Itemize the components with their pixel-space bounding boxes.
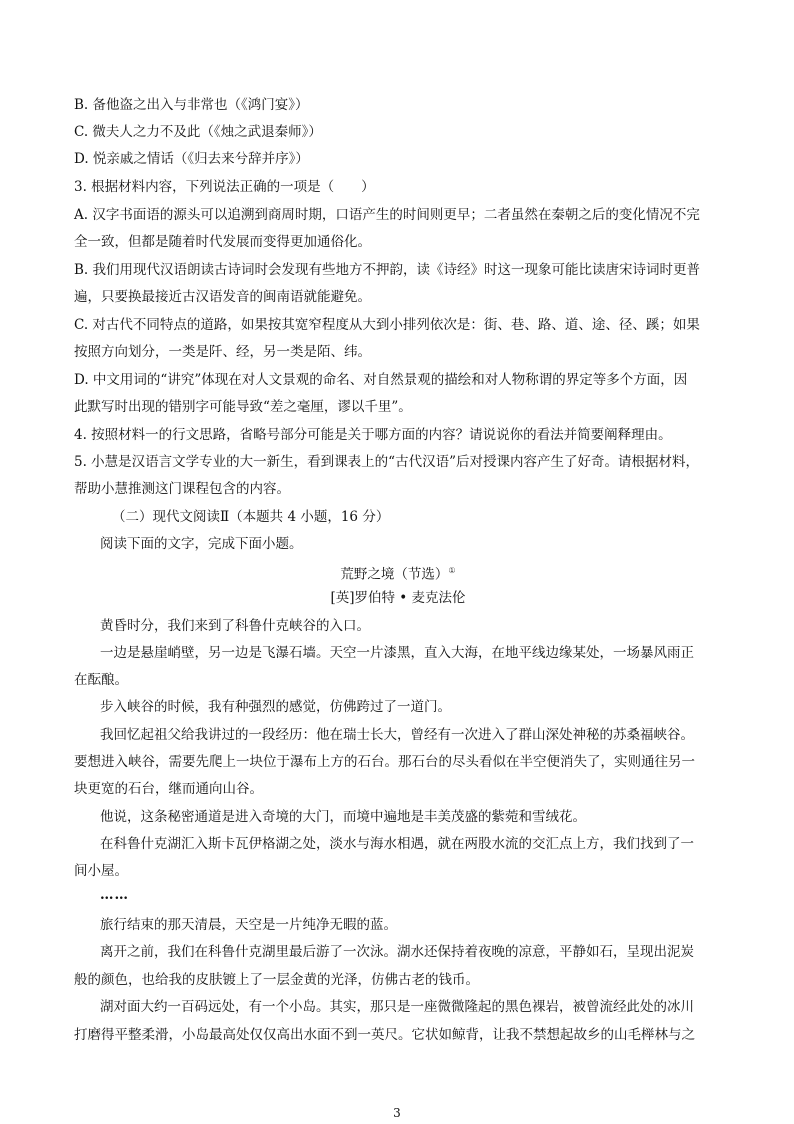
q3-option-d-line1: D. 中文用词的“讲究”体现在对人文景观的命名、对自然景观的描绘和对人物称谓的界定等多个方面，因 — [74, 372, 688, 388]
passage-p2-line2: 在酝酿。 — [74, 672, 128, 688]
passage-p7: 旅行结束的那天清晨，天空是一片纯净无暇的蓝。 — [100, 917, 397, 933]
passage-p5: 他说，这条秘密通道是进入奇境的大门，而境中遍地是丰美茂盛的紫菀和雪绒花。 — [100, 809, 586, 825]
q2-option-b: B. 备他盗之出入与非常也（《鸿门宴》） — [74, 97, 309, 113]
passage-p8-line1: 离开之前，我们在科鲁什克湖里最后游了一次泳。湖水还保持着夜晚的凉意，平静如石，呈现出泥炭 — [100, 944, 694, 960]
passage-p2-line1: 一边是悬崖峭壁，另一边是飞瀑石墙。天空一片漆黑，直入大海，在地平线边缘某处，一场暴风雨正 — [100, 645, 694, 661]
article-title-text: 荒野之境（节选） — [340, 566, 449, 583]
q3-option-b-line1: B. 我们用现代汉语朗读古诗词时会发现有些地方不押韵，读《诗经》时这一现象可能比读唐宋诗词时更普 — [74, 262, 701, 278]
passage-ellipsis: …… — [100, 887, 129, 903]
section-instruction: 阅读下面的文字，完成下面小题。 — [100, 536, 303, 552]
passage-p8-line2: 般的颜色，也给我的皮肤镀上了一层金黄的光泽，仿佛古老的钱币。 — [74, 972, 479, 988]
page-number: 3 — [393, 1106, 401, 1120]
passage-p6-line2: 间小屋。 — [74, 863, 128, 879]
passage-p4-line1: 我回忆起祖父给我讲过的一段经历：他在瑞士长大，曾经有一次进入了群山深处神秘的苏桑福峡谷。 — [100, 727, 694, 743]
q3-option-c-line1: C. 对古代不同特点的道路，如果按其宽窄程度从大到小排列依次是：街、巷、路、道、途、径、蹊；如果 — [74, 317, 700, 333]
q4-question: 4. 按照材料一的行文思路，省略号部分可能是关于哪方面的内容？请说说你的看法并简要阐释理由。 — [74, 427, 672, 443]
passage-p6-line1: 在科鲁什克湖汇入斯卡瓦伊格湖之处，淡水与海水相遇，就在两股水流的交汇点上方，我们找到了一 — [100, 836, 694, 852]
passage-p9-line1: 湖对面大约一百码远处，有一个小岛。其实，那只是一座微微隆起的黑色裸岩，被曾流经此处的冰川 — [100, 999, 694, 1015]
passage-p4-line3: 块更宽的石台，继而通向山谷。 — [74, 781, 263, 797]
section-heading: （二）现代文阅读Ⅱ（本题共 4 小题，16 分） — [112, 509, 390, 525]
q3-option-b-line2: 遍，只要换最接近古汉语发音的闽南语就能避免。 — [74, 289, 371, 305]
q3-option-d-line2: 此默写时出现的错别字可能导致“差之毫厘，谬以千里”。 — [74, 399, 412, 415]
q3-stem: 3. 根据材料内容，下列说法正确的一项是（ ） — [74, 179, 375, 195]
passage-p4-line2: 要想进入峡谷，需要先爬上一块位于瀑布上方的石台。那石台的尽头看似在半空便消失了，实则通往另一 — [74, 754, 695, 770]
title-footnote-marker: ① — [448, 566, 456, 575]
q3-option-a-line1: A. 汉字书面语的源头可以追溯到商周时期，口语产生的时间则更早；二者虽然在秦朝之后的变化情况不完 — [74, 207, 700, 223]
q3-option-c-line2: 按照方向划分，一类是阡、经，另一类是陌、纬。 — [74, 344, 371, 360]
q3-option-a-line2: 全一致，但都是随着时代发展而变得更加通俗化。 — [74, 234, 371, 250]
q2-option-c: C. 微夫人之力不及此（《烛之武退秦师》） — [74, 124, 322, 140]
article-author: [英]罗伯特 • 麦克法伦 — [330, 590, 466, 606]
passage-p9-line2: 打磨得平整柔滑，小岛最高处仅仅高出水面不到一英尺。它状如鲸背，让我不禁想起故乡的山毛榉林与之 — [74, 1027, 695, 1043]
passage-p1: 黄昏时分，我们来到了科鲁什克峡谷的入口。 — [100, 618, 370, 634]
q5-line2: 帮助小慧推测这门课程包含的内容。 — [74, 481, 290, 497]
passage-p3: 步入峡谷的时候，我有种强烈的感觉，仿佛跨过了一道门。 — [100, 699, 451, 715]
article-title — [74, 562, 722, 584]
q5-line1: 5. 小慧是汉语言文学专业的大一新生，看到课表上的“古代汉语”后对授课内容产生了好奇。请根据材料， — [74, 454, 699, 470]
q2-option-d: D. 悦亲戚之情话（《归去来兮辞并序》） — [74, 151, 309, 167]
